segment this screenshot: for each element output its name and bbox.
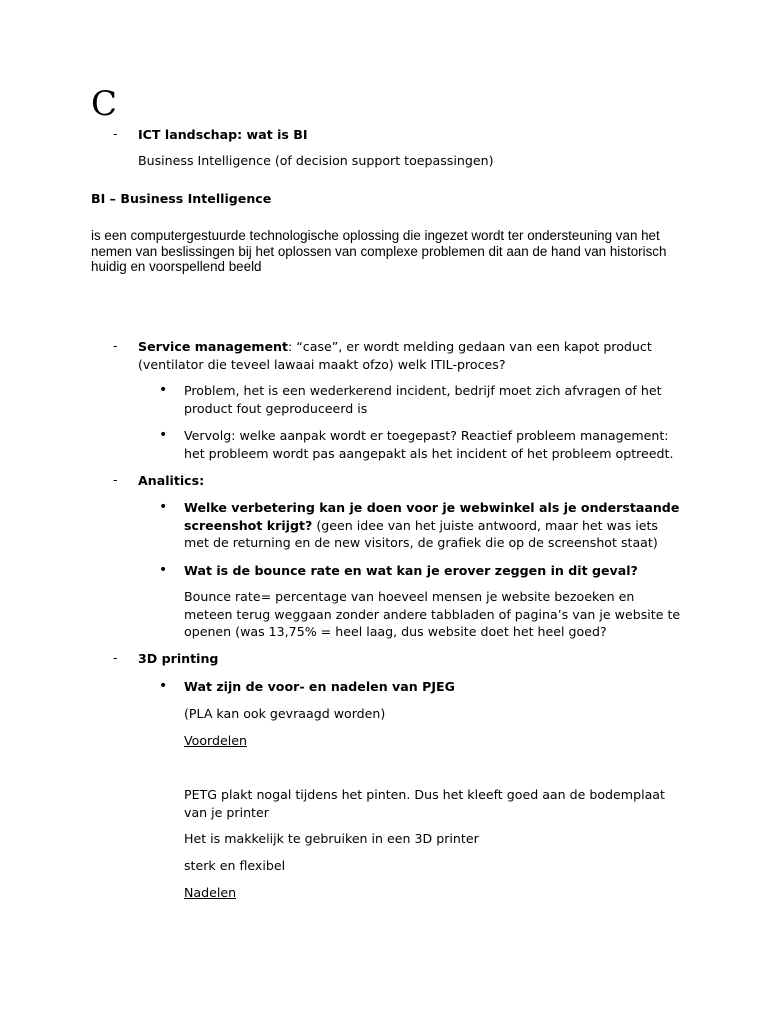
voordeel-item: PETG plakt nogal tijdens het pinten. Dus het kleeft goed aan de bodemplaat van je printer — [184, 787, 665, 820]
service-management-item — [138, 338, 698, 373]
service-bullet-problem: Problem, het is een wederkerend incident, bedrijf moet zich afvragen of het product fout geproduceerd is — [184, 383, 662, 416]
service-management-text: : “case”, er wordt melding gedaan van een kapot product (ventilator die teveel lawaai maakt ofzo) welk ITIL-proces? — [138, 339, 652, 372]
bi-heading: BI – Business Intelligence — [91, 191, 272, 206]
voordelen-heading: Voordelen — [184, 733, 247, 748]
bullet-marker: • — [159, 499, 168, 515]
ict-title: ICT landschap: wat is BI — [138, 127, 308, 142]
service-management-title: Service management — [138, 339, 289, 354]
bullet-marker: • — [159, 382, 168, 398]
printing-title: 3D printing — [138, 651, 219, 666]
analitics-question-2: Wat is de bounce rate en wat kan je erover zeggen in dit geval? — [184, 563, 638, 578]
dash-marker: - — [113, 126, 118, 141]
analitics-question-1-bold: Welke verbetering kan je doen voor je webwinkel als je onderstaande screenshot krijgt? — [184, 500, 680, 533]
analitics-question-1-text: (geen idee van het juiste antwoord, maar het was iets met de returning en de new visitors, de grafiek die op de screenshot staat) — [184, 517, 658, 550]
bi-definition: is een computergestuurde technologische oplossing die ingezet wordt ter ondersteuning van het nemen van beslissingen bij het oplossen van complexe problemen dit aan de hand van historisch huidig en voorspellend beeld — [91, 228, 667, 274]
bullet-marker: • — [159, 427, 168, 443]
bullet-marker: • — [159, 562, 168, 578]
ict-subtitle: Business Intelligence (of decision support toepassingen) — [138, 153, 494, 168]
big-letter-heading: C — [91, 84, 118, 124]
bounce-rate-answer: Bounce rate= percentage van hoeveel mensen je website bezoeken en meteen terug weggaan zonder andere tabbladen of pagina’s van je website te openen (was 13,75% = heel laag, dus website doet het heel goed? — [184, 589, 681, 639]
printing-note: (PLA kan ook gevraagd worden) — [184, 706, 386, 721]
printing-question: Wat zijn de voor- en nadelen van PJEG — [184, 679, 455, 694]
analitics-title: Analitics: — [138, 473, 205, 488]
analitics-question-1 — [184, 499, 684, 552]
dash-marker: - — [113, 472, 118, 487]
service-bullet-vervolg: Vervolg: welke aanpak wordt er toegepast? Reactief probleem management: het probleem wordt pas aangepakt als het incident of het probleem optreedt. — [184, 428, 674, 461]
voordeel-item: sterk en flexibel — [184, 858, 286, 873]
dash-marker: - — [113, 650, 118, 665]
voordeel-item: Het is makkelijk te gebruiken in een 3D printer — [184, 831, 479, 846]
nadelen-heading: Nadelen — [184, 885, 237, 900]
dash-marker: - — [113, 338, 118, 353]
bullet-marker: • — [159, 678, 168, 694]
